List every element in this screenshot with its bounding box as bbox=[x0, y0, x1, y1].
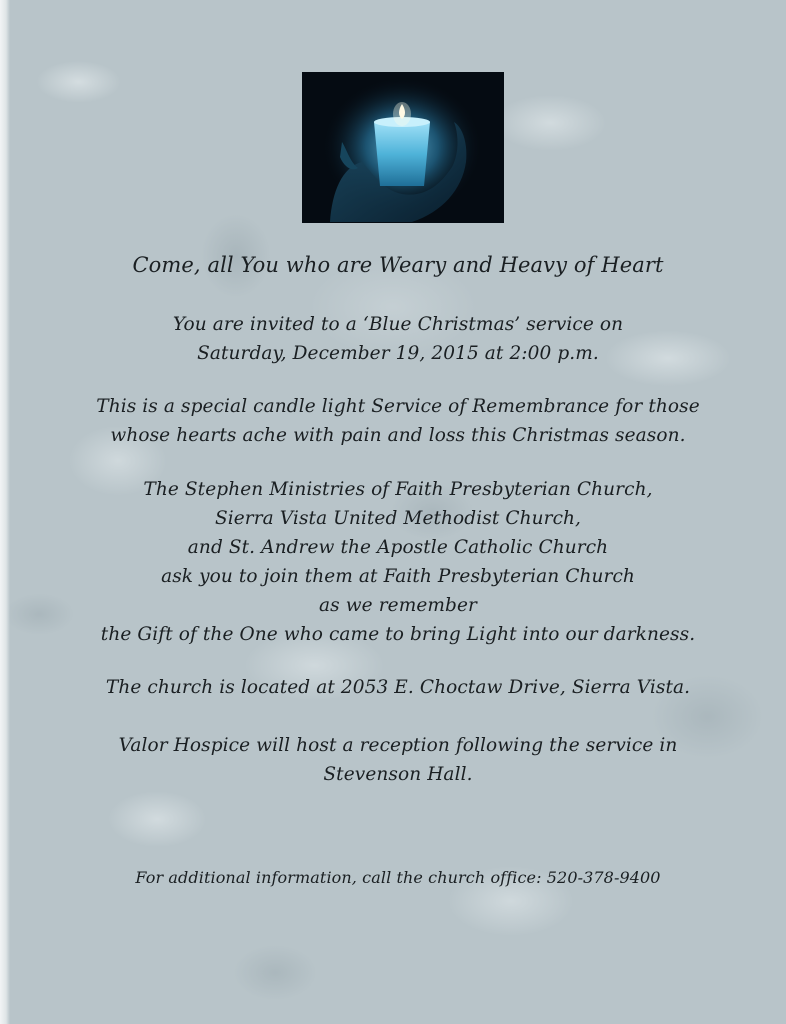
sponsors-line-1: The Stephen Ministries of Faith Presbyterian Church, bbox=[143, 479, 653, 500]
description-line-2: whose hearts ache with pain and loss this Christmas season. bbox=[110, 425, 686, 446]
flyer-page bbox=[10, 0, 786, 1024]
sponsors-line-4: ask you to join them at Faith Presbyterian Church bbox=[161, 566, 635, 587]
description-line-1: This is a special candle light Service of Remembrance for those bbox=[96, 396, 700, 417]
contact-footer: For additional information, call the church office: 520-378-9400 bbox=[135, 868, 661, 887]
candle-in-hands-icon bbox=[302, 72, 504, 223]
invitation-line-2: Saturday, December 19, 2015 at 2:00 p.m. bbox=[197, 343, 599, 364]
paper-left-edge bbox=[0, 0, 10, 1024]
reception-line-2: Stevenson Hall. bbox=[323, 764, 473, 785]
heading: Come, all You who are Weary and Heavy of Heart bbox=[132, 253, 664, 277]
location-line: The church is located at 2053 E. Choctaw Drive, Sierra Vista. bbox=[105, 677, 691, 698]
sponsors-line-6: the Gift of the One who came to bring Light into our darkness. bbox=[100, 624, 696, 645]
reception-line-1: Valor Hospice will host a reception following the service in bbox=[118, 735, 678, 756]
invitation-line-1: You are invited to a ‘Blue Christmas’ service on bbox=[172, 314, 624, 335]
sponsors-line-2: Sierra Vista United Methodist Church, bbox=[214, 508, 582, 529]
sponsors-line-3: and St. Andrew the Apostle Catholic Church bbox=[187, 537, 609, 558]
sponsors-line-5: as we remember bbox=[319, 595, 477, 616]
